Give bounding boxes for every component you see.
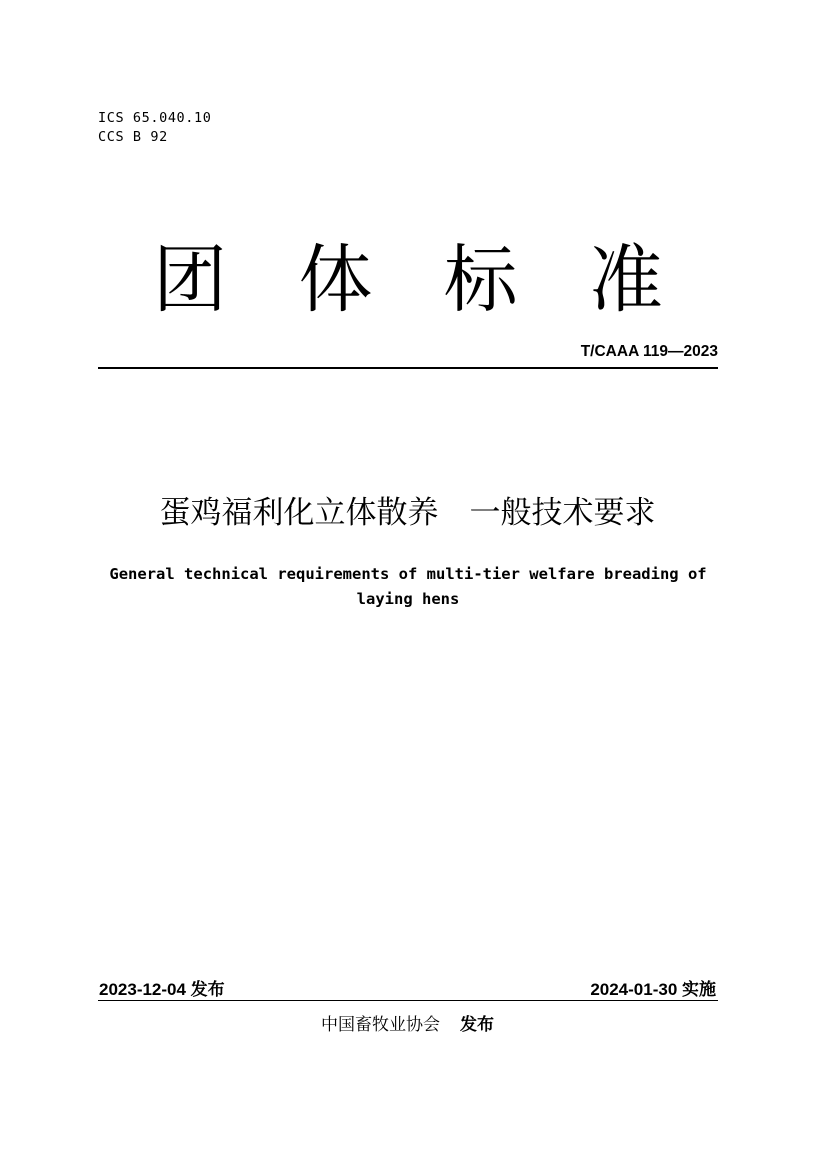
standard-type-char: 团	[153, 237, 227, 323]
issue-date: 2023-12-04 发布	[99, 980, 225, 999]
title-english: General technical requirements of multi-tier welfare breading of laying hens	[109, 565, 707, 608]
standard-type-char: 标	[443, 237, 518, 323]
standard-type-heading	[98, 232, 718, 328]
publisher-line	[0, 1013, 815, 1037]
standard-number: T/CAAA 119—2023	[580, 343, 718, 360]
classification-codes	[98, 109, 211, 147]
ics-code: ICS 65.040.10	[98, 110, 212, 126]
publisher-suffix: 发布	[460, 1015, 494, 1035]
ccs-code: CCS B 92	[98, 129, 168, 145]
footer-divider	[98, 1000, 718, 1001]
implementation-date: 2024-01-30 实施	[590, 980, 716, 999]
title-chinese: 蛋鸡福利化立体散养 一般技术要求	[159, 495, 656, 531]
standard-type-char: 准	[588, 237, 663, 323]
publisher-name: 中国畜牧业协会	[321, 1015, 440, 1035]
header-divider	[98, 367, 718, 369]
standard-type-char: 体	[298, 237, 373, 323]
